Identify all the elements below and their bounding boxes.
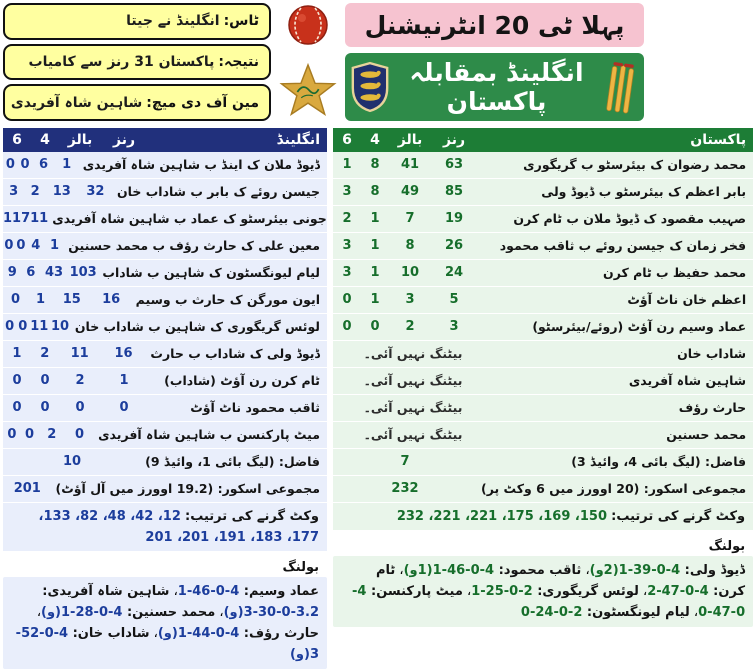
fours-value: 1 xyxy=(36,292,46,307)
extras-label: فاضل: (لیگ بائی 1، وائیڈ 9) xyxy=(145,454,320,469)
match-title-banner xyxy=(345,53,644,121)
total-row xyxy=(333,476,753,503)
man-of-the-match-info xyxy=(3,84,271,121)
fall-of-wickets xyxy=(333,503,753,531)
fours-value: 1 xyxy=(370,211,380,226)
batting-row xyxy=(3,233,327,260)
balls-value: 3 xyxy=(405,292,415,307)
batting-row xyxy=(3,341,327,368)
total-value: 201 xyxy=(13,481,41,496)
sixes-value: 0 xyxy=(342,319,352,334)
batter-name: اعظم خان ناٹ آؤٹ xyxy=(627,292,747,307)
runs-value: 11 xyxy=(30,211,49,226)
sixes-value: 0 xyxy=(12,400,22,415)
balls-value: 43 xyxy=(44,265,64,280)
batter-name: ڈیوڈ ولی ک شاداب ب حارث xyxy=(150,346,320,361)
batter-name: حارث رؤف xyxy=(678,400,747,415)
balls-value: 0 xyxy=(75,400,85,415)
fours-value: 1 xyxy=(370,292,380,307)
did-not-bat-note: بیٹنگ نہیں آئی۔ xyxy=(363,373,463,388)
total-row xyxy=(3,476,327,503)
batter-name: بابر اعظم ک بیئرسٹو ب ڈیوڈ ولی xyxy=(541,184,747,199)
motm-value: شاہین شاہ آفریدی xyxy=(10,94,143,111)
total-label: مجموعی اسکور: (20 اوورز میں 6 وکٹ پر) xyxy=(481,481,747,496)
col-sixes: 6 xyxy=(12,132,22,148)
bowler-figures: 4-0-47-2 xyxy=(647,584,709,599)
batter-name: فخر زمان ک جیسن روئے ب ثاقب محمود xyxy=(499,238,747,253)
bowler-figures: 3.2-0-30-3(و) xyxy=(223,605,319,620)
fours-value: 0 xyxy=(370,319,380,334)
batting-row xyxy=(333,206,753,233)
batter-name: محمد حفیظ ب ٹام کرن xyxy=(603,265,747,280)
balls-value: 41 xyxy=(400,157,420,172)
match-info xyxy=(3,3,271,121)
batter-name: میٹ پارکنسن ب شاہین شاہ آفریدی xyxy=(98,427,320,442)
sixes-value: 0 xyxy=(7,427,17,442)
batter-name: جیسن روئے ک بابر ب شاداب خان xyxy=(117,184,321,199)
bowler-name: محمد حسنین: xyxy=(122,605,216,620)
bowler-figures: 4-0-47-0 xyxy=(352,584,746,620)
batter-name: محمد حسنین xyxy=(666,427,747,442)
result-label: نتیجہ: xyxy=(218,54,259,70)
fall-of-wickets xyxy=(3,503,327,552)
fours-value: 0 xyxy=(20,157,30,172)
cricket-ball-icon xyxy=(288,5,328,45)
pakistan-batting-rows xyxy=(333,152,753,449)
batting-row xyxy=(333,287,753,314)
batter-name: ایون مورگن ک حارث ب وسیم xyxy=(135,292,320,307)
match-title: انگلینڈ بمقابلہ پاکستان xyxy=(409,58,584,116)
bowler-figures: 4-0-52-3(و) xyxy=(15,626,319,662)
extras-row xyxy=(3,449,327,476)
batter-name: محمد رضوان ک بیئرسٹو ب گریگوری xyxy=(523,157,747,172)
series-title-banner: پہلا ٹی 20 انٹرنیشنل xyxy=(345,3,644,47)
fours-value: 0 xyxy=(25,427,35,442)
total-value: 232 xyxy=(391,481,419,496)
batting-row xyxy=(333,314,753,341)
bowler-figures: 4-0-44-1(و) xyxy=(157,626,240,641)
fours-value: 2 xyxy=(30,184,40,199)
fow-label: وکٹ گرنے کی ترتیب: xyxy=(185,509,319,524)
did-not-bat-note: بیٹنگ نہیں آئی۔ xyxy=(363,400,463,415)
batter-name: شاہین شاہ آفریدی xyxy=(628,373,747,388)
batting-row xyxy=(333,260,753,287)
bowler-name: میٹ پارکنسن: xyxy=(366,584,463,599)
bowler-figures: 4-0-46-1(1و) xyxy=(403,563,495,578)
motm-label: مین آف دی میچ: xyxy=(146,94,259,111)
bowling-heading: بولنگ xyxy=(3,559,327,577)
total-label: مجموعی اسکور: (19.2 اوورز میں آل آؤٹ) xyxy=(55,481,320,496)
runs-value: 32 xyxy=(86,184,105,199)
batting-row xyxy=(333,233,753,260)
bowler-name: ڈیوڈ ولی: xyxy=(680,563,746,578)
sixes-value: 2 xyxy=(342,211,352,226)
fours-value: 1 xyxy=(370,265,380,280)
fours-value: 0 xyxy=(16,238,26,253)
balls-value: 11 xyxy=(30,319,49,334)
did-not-bat-note: بیٹنگ نہیں آئی۔ xyxy=(363,346,463,361)
sixes-value: 0 xyxy=(5,157,15,172)
runs-value: 63 xyxy=(444,157,464,172)
batting-row xyxy=(3,368,327,395)
runs-value: 10 xyxy=(50,319,70,334)
england-table-header xyxy=(3,128,327,152)
balls-value: 6 xyxy=(38,157,48,172)
batter-name: ٹام کرن رن آؤٹ (شاداب) xyxy=(164,373,320,388)
did-not-bat-row xyxy=(333,422,753,449)
pakistan-table-header xyxy=(333,128,753,152)
bowler-name: شاہین شاہ آفریدی: xyxy=(42,584,170,599)
sixes-value: 0 xyxy=(4,238,14,253)
runs-value: 5 xyxy=(449,292,459,307)
fours-value: 0 xyxy=(40,400,50,415)
did-not-bat-row xyxy=(333,395,753,422)
fours-value: 1 xyxy=(370,238,380,253)
runs-value: 0 xyxy=(119,400,129,415)
batter-name: صہیب مقصود ک ڈیوڈ ملان ب ٹام کرن xyxy=(513,211,747,226)
runs-value: 1 xyxy=(119,373,129,388)
runs-value: 1 xyxy=(62,157,72,172)
batter-name: لوئس گریگوری ک شاہین ب شاداب خان xyxy=(74,319,320,334)
batting-row xyxy=(3,260,327,287)
runs-value: 19 xyxy=(444,211,464,226)
team-name: انگلینڈ xyxy=(276,132,320,148)
fow-values: 12، 42، 48، 82، 133، 177، 183، 191، 201، 201 xyxy=(38,509,319,545)
batter-name: عماد وسیم رن آؤٹ (روئے/بیئرسٹو) xyxy=(532,319,747,334)
bowling-figures: ڈیوڈ ولی: 4-0-39-1(2و)، ثاقب محمود: 4-0-46-1(1و)، ٹام کرن: 4-0-47-2، لوئس گریگوری: 2-0-25-1، میٹ پارکنسن: 4-0-47-0، لیام لیونگسٹون: 2-0-24-0 xyxy=(333,556,753,627)
batting-row xyxy=(3,287,327,314)
result-value: پاکستان 31 رنز سے کامیاب xyxy=(28,54,215,70)
pakistan-scorecard xyxy=(333,128,753,669)
fow-values: 150، 169، 175، 221، 221، 232 xyxy=(396,509,607,524)
balls-value: 7 xyxy=(21,211,31,226)
toss-info xyxy=(3,3,271,40)
runs-value: 1 xyxy=(49,238,59,253)
fours-value: 6 xyxy=(26,265,36,280)
batting-row xyxy=(3,179,327,206)
did-not-bat-note: بیٹنگ نہیں آئی۔ xyxy=(363,427,463,442)
runs-value: 24 xyxy=(444,265,464,280)
sixes-value: 3 xyxy=(342,184,352,199)
batter-name: شاداب خان xyxy=(677,346,747,361)
batter-name: ثاقب محمود ناٹ آؤٹ xyxy=(190,400,320,415)
banners xyxy=(345,3,644,121)
bowler-name: لیام لیونگسٹون: xyxy=(582,605,690,620)
runs-value: 3 xyxy=(449,319,459,334)
fours-value: 1 xyxy=(12,211,22,226)
batter-name: جونی بیئرسٹو ک عماد ب شاہین شاہ آفریدی xyxy=(52,211,327,226)
bowler-figures: 4-0-28-1(و) xyxy=(41,605,123,620)
sixes-value: 0 xyxy=(12,373,22,388)
batter-name: ڈیوڈ ملان ک اینڈ ب شاہین شاہ آفریدی xyxy=(82,157,320,172)
extras-label: فاضل: (لیگ بائی 4، وائیڈ 3) xyxy=(571,454,747,469)
bowler-name: لوئس گریگوری: xyxy=(532,584,639,599)
sixes-value: 3 xyxy=(342,265,352,280)
batting-row xyxy=(3,206,327,233)
header-graphics xyxy=(275,3,341,121)
fow-label: وکٹ گرنے کی ترتیب: xyxy=(611,509,746,524)
col-runs: رنز xyxy=(112,132,136,148)
team-name: پاکستان xyxy=(690,132,747,148)
col-sixes: 6 xyxy=(342,132,352,148)
scorecards xyxy=(3,128,747,669)
balls-value: 8 xyxy=(405,238,415,253)
england-crest-icon xyxy=(349,61,391,113)
runs-value: 26 xyxy=(444,238,464,253)
toss-value: انگلینڈ نے جیتا xyxy=(126,13,220,30)
bowler-name: شاداب خان: xyxy=(68,626,150,641)
runs-value: 103 xyxy=(69,265,97,280)
bowler-name: ٹام کرن: xyxy=(375,563,746,599)
bowler-figures: 2-0-24-0 xyxy=(520,605,583,620)
batting-row xyxy=(333,179,753,206)
bowler-figures: 2-0-25-1 xyxy=(471,584,533,599)
batting-row xyxy=(3,422,327,449)
batter-name: معین علی ک حارث رؤف ب محمد حسنین xyxy=(68,238,320,253)
balls-value: 2 xyxy=(405,319,415,334)
bowling-figures: عماد وسیم: 4-0-46-1، شاہین شاہ آفریدی: 3.2-0-30-3(و)، محمد حسنین: 4-0-28-1(و)، حارث رؤف: 4-0-44-1(و)، شاداب خان: 4-0-52-3(و) xyxy=(3,577,327,669)
england-scorecard xyxy=(3,128,327,669)
balls-value: 4 xyxy=(31,238,41,253)
batting-row xyxy=(3,314,327,341)
bowler-name: ثاقب محمود: xyxy=(494,563,582,578)
fours-value: 0 xyxy=(40,373,50,388)
balls-value: 15 xyxy=(62,292,81,307)
sixes-value: 3 xyxy=(342,238,352,253)
header xyxy=(3,3,644,121)
balls-value: 13 xyxy=(52,184,71,199)
england-batting-rows xyxy=(3,152,327,449)
bowler-figures: 4-0-39-1(2و) xyxy=(589,563,681,578)
fours-value: 0 xyxy=(18,319,28,334)
batting-row xyxy=(333,152,753,179)
sixes-value: 0 xyxy=(5,319,15,334)
col-fours: 4 xyxy=(370,132,380,148)
sixes-value: 0 xyxy=(10,292,21,307)
fours-value: 8 xyxy=(370,184,380,199)
toss-label: ٹاس: xyxy=(223,13,259,30)
balls-value: 11 xyxy=(70,346,89,361)
sixes-value: 1 xyxy=(342,157,352,172)
col-fours: 4 xyxy=(40,132,50,148)
bowling-heading: بولنگ xyxy=(333,538,753,556)
extras-value: 7 xyxy=(400,454,410,469)
did-not-bat-row xyxy=(333,368,753,395)
sixes-value: 0 xyxy=(342,292,352,307)
balls-value: 2 xyxy=(75,373,85,388)
runs-value: 85 xyxy=(444,184,464,199)
batting-row xyxy=(3,152,327,179)
result-info xyxy=(3,44,271,81)
bowler-name: عماد وسیم: xyxy=(239,584,319,599)
balls-value: 49 xyxy=(400,184,420,199)
sixes-value: 1 xyxy=(3,211,13,226)
batting-row xyxy=(3,395,327,422)
did-not-bat-row xyxy=(333,341,753,368)
cricket-stumps-icon xyxy=(602,59,640,115)
col-runs: رنز xyxy=(442,132,466,148)
extras-value: 10 xyxy=(63,454,82,469)
sixes-value: 1 xyxy=(12,346,22,361)
balls-value: 7 xyxy=(405,211,415,226)
fours-value: 8 xyxy=(370,157,380,172)
bowler-figures: 4-0-46-1 xyxy=(177,584,240,599)
sixes-value: 3 xyxy=(9,184,19,199)
runs-value: 16 xyxy=(102,292,121,307)
batter-name: لیام لیونگسٹون ک شاہین ب شاداب xyxy=(102,265,320,280)
bowler-name: حارث رؤف: xyxy=(239,626,319,641)
col-balls: بالز xyxy=(67,132,93,148)
balls-value: 10 xyxy=(400,265,420,280)
col-balls: بالز xyxy=(397,132,423,148)
fours-value: 2 xyxy=(40,346,50,361)
balls-value: 2 xyxy=(47,427,57,442)
runs-value: 16 xyxy=(114,346,133,361)
extras-row xyxy=(333,449,753,476)
sixes-value: 9 xyxy=(7,265,17,280)
runs-value: 0 xyxy=(75,427,85,442)
pakistan-star-icon xyxy=(279,63,337,121)
